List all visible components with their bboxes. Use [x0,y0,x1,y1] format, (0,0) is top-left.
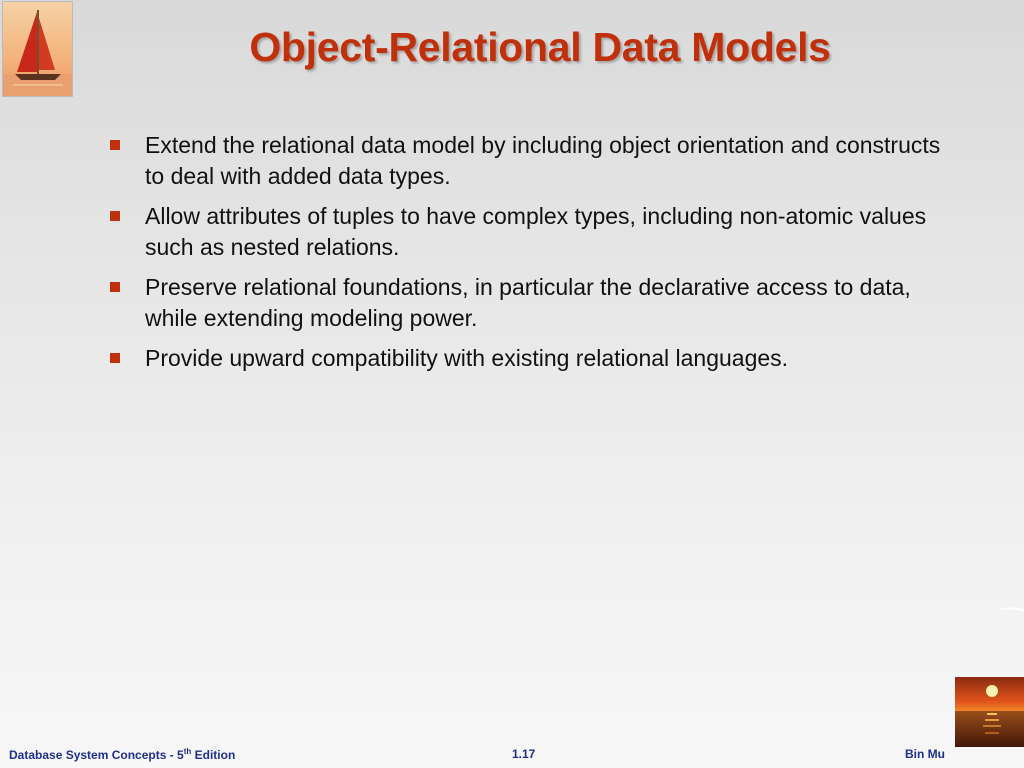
footer-page-number: 1.17 [512,747,536,761]
square-bullet-icon [110,353,120,363]
sailboat-image [2,1,73,97]
bullet-list [108,130,948,383]
decorative-swoosh [996,605,1024,615]
bullet-item [108,201,948,263]
square-bullet-icon [110,282,120,292]
square-bullet-icon [110,140,120,150]
bullet-item [108,130,948,192]
bullet-text: Allow attributes of tuples to have complex types, including non-atomic values such as nested relations. [145,203,927,260]
footer-author: Bin Mu [905,747,945,761]
bullet-text: Extend the relational data model by including object orientation and constructs to deal with added data types. [145,132,941,189]
sunset-image [955,677,1024,747]
bullet-text: Preserve relational foundations, in particular the declarative access to data, while extending modeling power. [145,274,911,331]
bullet-item [108,343,948,374]
footer-course: Database System Concepts - 5th Edition [9,747,236,762]
bullet-item [108,272,948,334]
slide-title: Object-Relational Data Models [249,24,831,70]
square-bullet-icon [110,211,120,221]
bullet-text: Provide upward compatibility with existing relational languages. [145,345,789,371]
